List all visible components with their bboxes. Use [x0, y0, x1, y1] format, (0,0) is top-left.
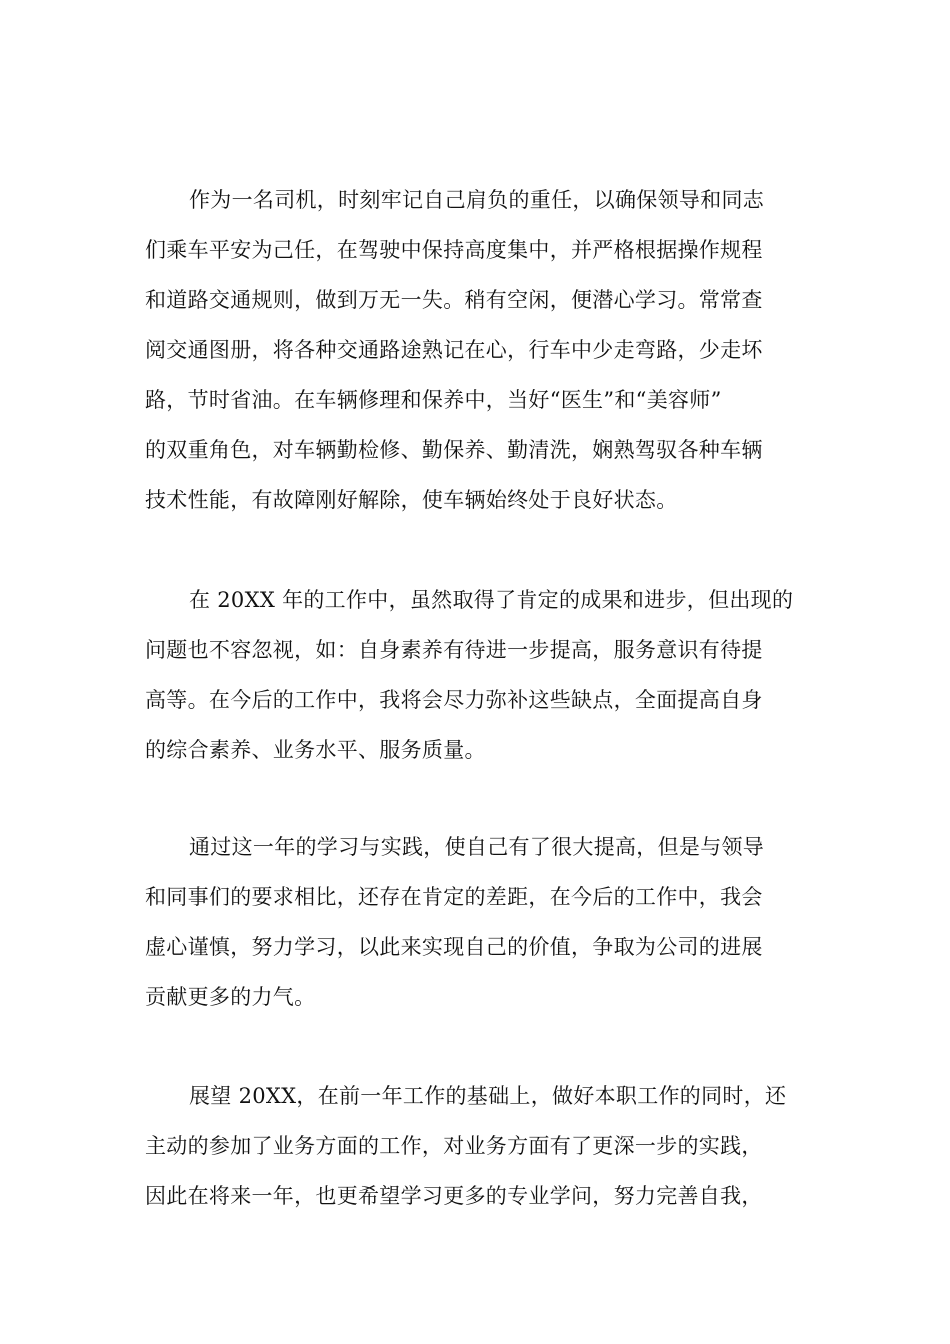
paragraph-reflection	[145, 822, 810, 1022]
paragraph-line: 技术性能，有故障刚好解除，使车辆始终处于良好状态。	[145, 488, 678, 512]
paragraph-line: 和道路交通规则，做到万无一失。稍有空闲，便潜心学习。常常查	[145, 288, 763, 312]
paragraph-line: 高等。在今后的工作中，我将会尽力弥补这些缺点，全面提高自身	[145, 688, 763, 712]
paragraph-line: 的综合素养、业务水平、服务质量。	[145, 738, 486, 762]
paragraph-line: 和同事们的要求相比，还存在肯定的差距，在今后的工作中，我会	[145, 885, 763, 909]
paragraph-line: 展望 20XX，在前一年工作的基础上，做好本职工作的同时，还	[189, 1084, 787, 1108]
paragraph-line: 的双重角色，对车辆勤检修、勤保养、勤清洗，娴熟驾驭各种车辆	[145, 438, 763, 462]
paragraph-problems	[145, 575, 810, 775]
paragraph-line: 们乘车平安为己任，在驾驶中保持高度集中，并严格根据操作规程	[145, 238, 763, 262]
paragraph-outlook	[145, 1071, 810, 1221]
paragraph-line: 贡献更多的力气。	[145, 985, 316, 1009]
paragraph-line: 阅交通图册，将各种交通路途熟记在心，行车中少走弯路，少走坏	[145, 338, 763, 362]
paragraph-line: 通过这一年的学习与实践，使自己有了很大提高，但是与领导	[189, 835, 765, 859]
paragraph-line: 虚心谨慎，努力学习，以此来实现自己的价值，争取为公司的进展	[145, 935, 763, 959]
paragraph-line: 作为一名司机，时刻牢记自己肩负的重任，以确保领导和同志	[189, 188, 765, 212]
paragraph-driver-duties	[145, 175, 810, 525]
paragraph-line: 在 20XX 年的工作中，虽然取得了肯定的成果和进步，但出现的	[189, 588, 794, 612]
paragraph-line: 路，节时省油。在车辆修理和保养中，当好“医生”和“美容师”	[145, 388, 722, 412]
paragraph-line: 问题也不容忽视，如：自身素养有待进一步提高，服务意识有待提	[145, 638, 763, 662]
paragraph-line: 因此在将来一年，也更希望学习更多的专业学问，努力完善自我，	[145, 1184, 763, 1208]
paragraph-line: 主动的参加了业务方面的工作，对业务方面有了更深一步的实践，	[145, 1134, 763, 1158]
